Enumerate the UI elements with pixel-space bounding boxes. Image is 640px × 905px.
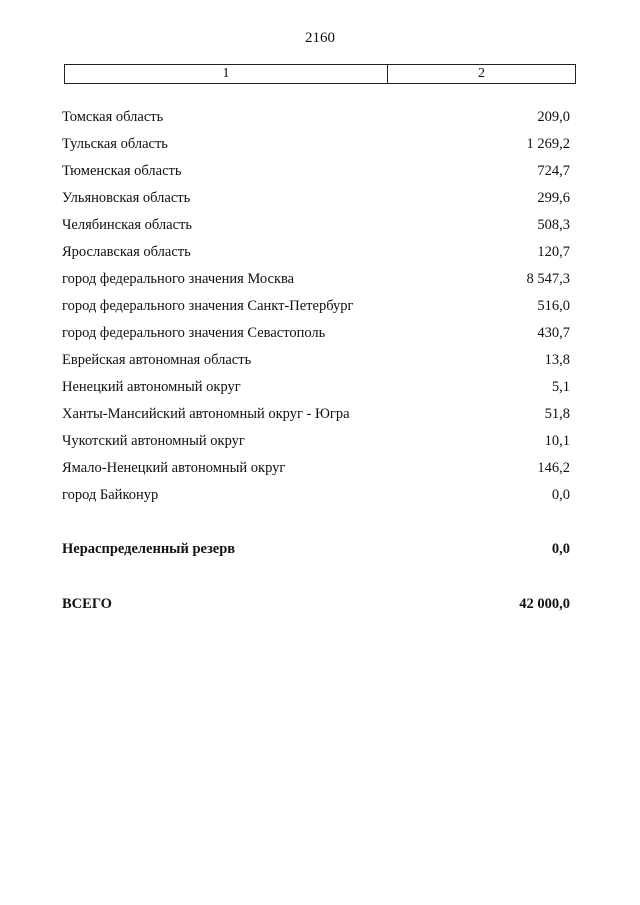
region-name: Ульяновская область — [62, 190, 191, 206]
table-row — [62, 187, 570, 214]
table-row — [62, 457, 570, 484]
table-row — [62, 403, 570, 430]
region-name: город федерального значения Севастополь — [62, 325, 326, 341]
region-value: 430,7 — [537, 325, 570, 341]
region-name: Томская область — [62, 109, 164, 125]
table-row — [62, 430, 570, 457]
region-name: Челябинская область — [62, 217, 192, 233]
reserve-label: Нераспределенный резерв — [62, 541, 236, 557]
table-row — [62, 241, 570, 268]
region-value: 10,1 — [544, 433, 570, 449]
region-name: город федерального значения Москва — [62, 271, 295, 287]
region-value: 5,1 — [551, 379, 570, 395]
region-value: 724,7 — [537, 163, 570, 179]
table-row — [62, 160, 570, 187]
region-name: Ханты-Мансийский автономный округ - Югра — [62, 406, 350, 422]
region-value: 146,2 — [537, 460, 570, 476]
total-value: 42 000,0 — [519, 596, 570, 612]
table-row — [62, 484, 570, 511]
region-name: город федерального значения Санкт-Петербург — [62, 298, 354, 314]
region-value: 13,8 — [544, 352, 570, 368]
column-1-header: 1 — [65, 65, 388, 83]
region-value: 1 269,2 — [526, 136, 570, 152]
table-row — [62, 376, 570, 403]
reserve-value: 0,0 — [551, 541, 570, 557]
region-name: Тюменская область — [62, 163, 182, 179]
total-row — [62, 596, 570, 613]
region-value: 299,6 — [537, 190, 570, 206]
region-name: Ямало-Ненецкий автономный округ — [62, 460, 286, 476]
table-header — [64, 64, 576, 84]
region-name: Ярославская область — [62, 244, 191, 260]
table-row — [62, 133, 570, 160]
table-row — [62, 349, 570, 376]
region-value: 120,7 — [537, 244, 570, 260]
region-value: 0,0 — [551, 487, 570, 503]
region-value: 209,0 — [537, 109, 570, 125]
region-value: 8 547,3 — [526, 271, 570, 287]
region-value: 516,0 — [537, 298, 570, 314]
region-name: город Байконур — [62, 487, 159, 503]
table-row — [62, 322, 570, 349]
table-row — [62, 295, 570, 322]
reserve-row — [62, 541, 570, 558]
region-name: Чукотский автономный округ — [62, 433, 245, 449]
column-2-header: 2 — [478, 66, 485, 81]
region-value: 508,3 — [537, 217, 570, 233]
table-row — [62, 268, 570, 295]
table-row — [62, 106, 570, 133]
region-name: Тульская область — [62, 136, 168, 152]
region-value: 51,8 — [544, 406, 570, 422]
region-name: Еврейская автономная область — [62, 352, 252, 368]
total-label: ВСЕГО — [62, 596, 112, 612]
region-list — [62, 106, 570, 511]
region-name: Ненецкий автономный округ — [62, 379, 241, 395]
table-row — [62, 214, 570, 241]
page-number: 2160 — [305, 30, 335, 46]
